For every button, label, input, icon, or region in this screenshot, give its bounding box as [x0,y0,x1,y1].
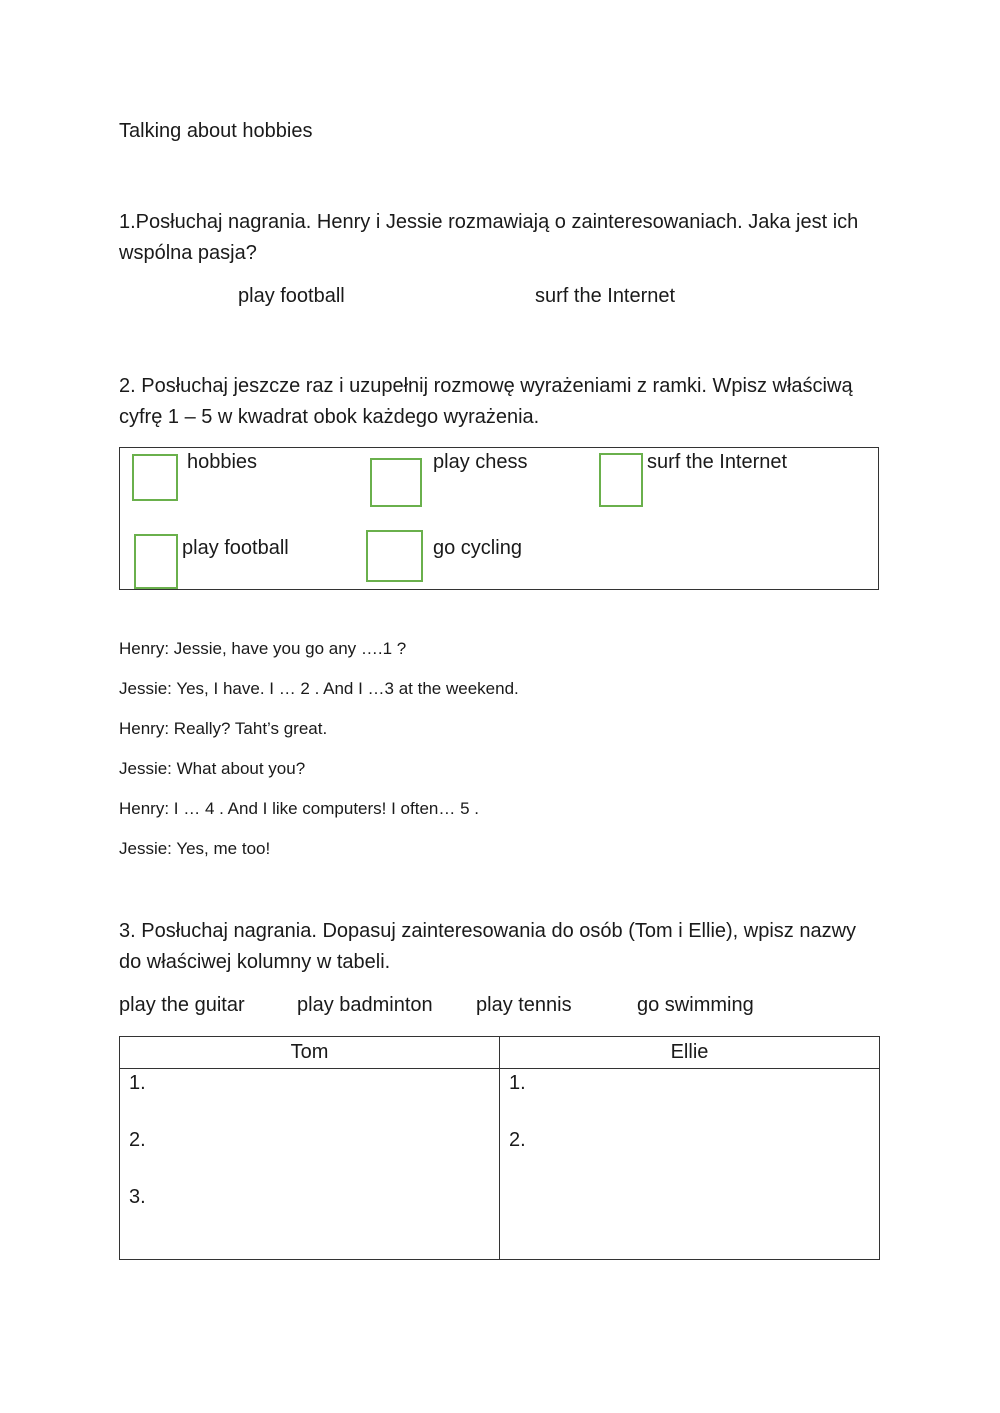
ellie-slot: 2. [509,1129,526,1151]
tom-answer-cell[interactable] [120,1069,500,1260]
expression-play-football: play football [182,537,289,559]
answer-box-play-football[interactable] [134,534,178,589]
ex1-option-play-football[interactable]: play football [238,285,345,307]
word-play-badminton: play badminton [297,994,433,1016]
answer-table [119,1036,880,1260]
tom-slot: 3. [129,1186,146,1208]
ex1-option-surf-internet[interactable]: surf the Internet [535,285,676,307]
dialogue-line: Henry: I … 4 . And I like computers! I often… 5 . [119,799,479,818]
page-title: Talking about hobbies [119,120,313,142]
word-play-tennis: play tennis [476,994,572,1016]
ex2-instruction: 2. Posłuchaj jeszcze raz i uzupełnij rozmowę wyrażeniami z ramki. Wpisz właściwą cyfrę 1 – 5 w kwadrat obok każdego wyrażenia. [119,375,853,428]
answer-box-hobbies[interactable] [132,454,178,501]
answer-box-play-chess[interactable] [370,458,422,507]
dialogue-line: Jessie: What about you? [119,759,306,778]
ellie-answer-cell[interactable] [500,1069,880,1260]
column-header-tom: Tom [120,1037,500,1069]
ex1-instruction: 1.Posłuchaj nagrania. Henry i Jessie rozmawiają o zainteresowaniach. Jaka jest ich wspólna pasja? [119,211,859,264]
expression-surf-internet: surf the Internet [647,451,788,473]
expression-play-chess: play chess [433,451,528,473]
ex3-instruction: 3. Posłuchaj nagrania. Dopasuj zainteresowania do osób (Tom i Ellie), wpisz nazwy do właściwej kolumny w tabeli. [119,920,857,973]
dialogue-line: Jessie: Yes, I have. I … 2 . And I …3 at the weekend. [119,679,519,698]
expression-go-cycling: go cycling [433,537,522,559]
ellie-slot: 1. [509,1072,526,1094]
word-go-swimming: go swimming [637,994,754,1016]
column-header-ellie: Ellie [500,1037,880,1069]
expression-hobbies: hobbies [187,451,258,473]
word-play-the-guitar: play the guitar [119,994,245,1016]
answer-box-surf-internet[interactable] [599,453,643,507]
dialogue-line: Henry: Jessie, have you go any ….1 ? [119,639,407,658]
tom-slot: 2. [129,1129,146,1151]
dialogue-line: Henry: Really? Taht’s great. [119,719,328,738]
answer-box-go-cycling[interactable] [366,530,423,582]
tom-slot: 1. [129,1072,146,1094]
dialogue-line: Jessie: Yes, me too! [119,839,271,858]
